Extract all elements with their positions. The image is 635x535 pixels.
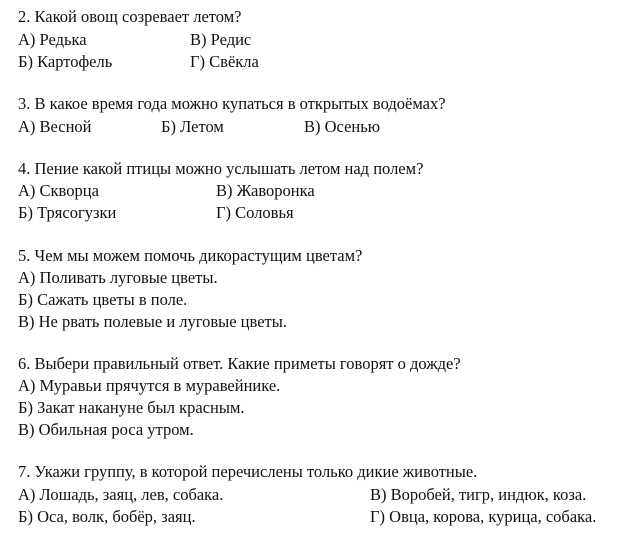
question-2-option-a: А) Редька xyxy=(18,30,87,49)
question-2-text: 2. Какой овощ созревает летом? xyxy=(18,7,242,26)
question-2-option-v: В) Редис xyxy=(190,30,252,49)
question-4-option-a: А) Скворца xyxy=(18,181,99,200)
question-4-option-v: В) Жаворонка xyxy=(216,181,315,200)
question-4-option-b: Б) Трясогузки xyxy=(18,203,117,222)
question-3-option-v: В) Осенью xyxy=(304,117,381,136)
question-5-option-v: В) Не рвать полевые и луговые цветы. xyxy=(18,312,287,331)
question-7-option-a: А) Лошадь, заяц, лев, собака. xyxy=(18,485,224,504)
question-3-option-a: А) Весной xyxy=(18,117,92,136)
question-5-option-b: Б) Сажать цветы в поле. xyxy=(18,290,188,309)
question-6-option-b: Б) Закат накануне был красным. xyxy=(18,398,245,417)
question-2-option-g: Г) Свёкла xyxy=(190,52,259,71)
question-5-option-a: А) Поливать луговые цветы. xyxy=(18,268,218,287)
question-7-option-b: Б) Оса, волк, бобёр, заяц. xyxy=(18,507,196,526)
question-7-option-g: Г) Овца, корова, курица, собака. xyxy=(370,507,597,526)
question-3-option-b: Б) Летом xyxy=(161,117,224,136)
question-4-option-g: Г) Соловья xyxy=(216,203,294,222)
question-6-option-a: А) Муравьи прячутся в муравейнике. xyxy=(18,376,281,395)
question-7-text: 7. Укажи группу, в которой перечислены только дикие животные. xyxy=(18,462,478,481)
question-3-text: 3. В какое время года можно купаться в открытых водоёмах? xyxy=(18,94,446,113)
question-5-text: 5. Чем мы можем помочь дикорастущим цветам? xyxy=(18,246,363,265)
question-4-text: 4. Пение какой птицы можно услышать летом над полем? xyxy=(18,159,424,178)
question-6-text: 6. Выбери правильный ответ. Какие приметы говорят о дожде? xyxy=(18,354,461,373)
question-2-option-b: Б) Картофель xyxy=(18,52,113,71)
question-7-option-v: В) Воробей, тигр, индюк, коза. xyxy=(370,485,587,504)
question-6-option-v: В) Обильная роса утром. xyxy=(18,420,194,439)
